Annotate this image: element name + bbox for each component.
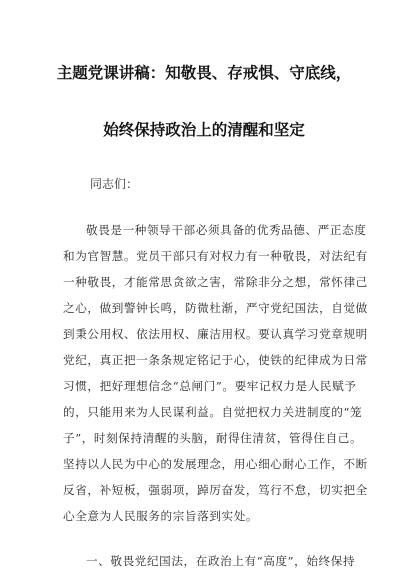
salutation: 同志们： [90,177,139,191]
paragraph-line: 心全意为人民服务的宗旨落到实处。 [63,509,259,523]
paragraph-line: 反省，补短板，强弱项，踔厉奋发，笃行不怠，切实把全 [63,483,368,497]
section-1-heading: 一、敬畏党纪国法，在政治上有“高度”，始终保持 [86,554,356,568]
document-title-line-2: 始终保持政治上的清醒和坚定 [103,120,305,139]
paragraph-line: 党纪，真正把一条条规定铭记于心，使铁的纪律成为日常 [63,353,368,367]
paragraph-line: 习惯，把好理想信念“总闸门”。要牢记权力是人民赋予 [63,379,357,393]
paragraph-line: 子”，时刻保持清醒的头脑，耐得住清贫，管得住自己。 [63,431,363,445]
paragraph-line: 之心，做到警钟长鸣，防微杜渐，严守党纪国法，自觉做 [63,301,368,315]
paragraph-line: 的，只能用来为人民谋利益。自觉把权力关进制度的“笼 [63,405,363,419]
document-title-line-1: 主题党课讲稿：知敬畏、存戒惧、守底线， [56,63,352,82]
paragraph-line: 到秉公用权、依法用权、廉洁用权。要认真学习党章规明 [63,327,368,341]
paragraph-line: 一种敬畏，才能常思贪欲之害，常除非分之想，常怀律己 [63,275,368,289]
paragraph-line: 和为官智慧。党员干部只有对权力有一种敬畏，对法纪有 [63,249,368,263]
paragraph-line: 敬畏是一种领导干部必须具备的优秀品德、严正态度 [86,223,367,237]
paragraph-line: 坚持以人民为中心的发展理念，用心细心耐心工作，不断 [63,457,368,471]
